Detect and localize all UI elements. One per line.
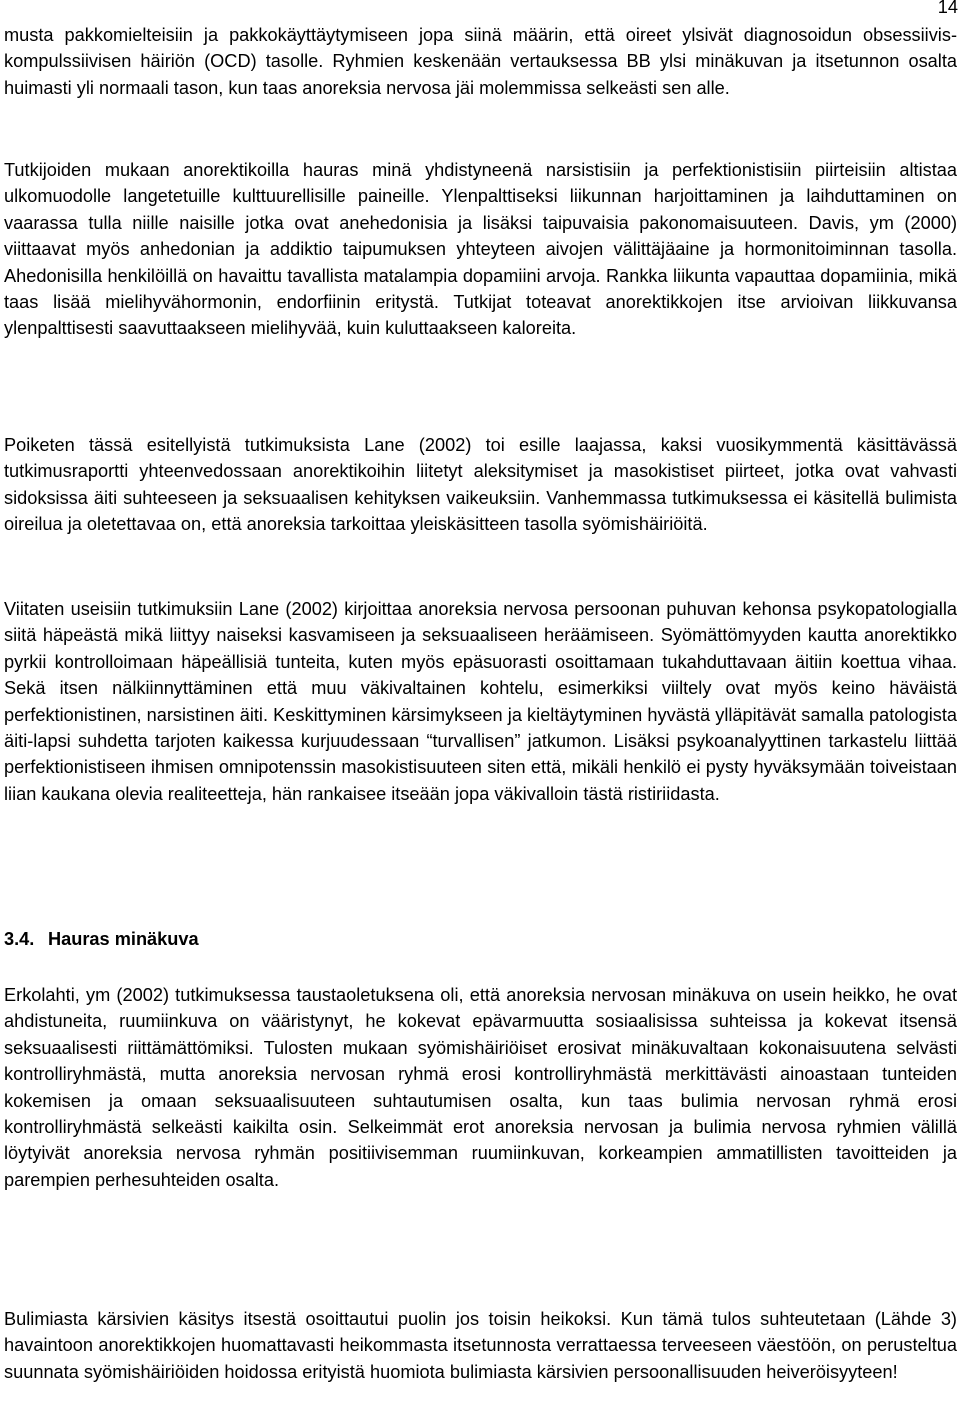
paragraph-4: Viitaten useisiin tutkimuksiin Lane (2002) kirjoittaa anoreksia nervosa persoonan puhuvan kehonsa psykopatologialla siitä häpeästä mikä liittyy naiseksi kasvamiseen ja seksuaaliseen heräämiseen. Syömättömyyden kautta anorektikko pyrkii kontrolloimaan häpeällisiä tunteita, kuten myös epäsuorasti osoittamaan tukahduttavaan äitiin koettua vihaa. Sekä itsen nälkiinnyttäminen että muu väkivaltainen kohtelu, esimerkiksi viiltely ovat myös keino häväistä perfektionistinen, narsistinen äiti. Keskittyminen kärsimykseen ja kieltäytyminen hyvästä ylläpitävät samalla patologista äiti-lapsi suhdetta tarjoten kaikessa kurjuudessaan “turvallisen” jatkumon. Lisäksi psykoanalyyttinen tarkastelu liittää perfektionistiseen ihmisen omnipotenssin masokistisuuteen siten että, mikäli henkilö ei pysty hyväksymään toiveistaan liian kaukana olevia realiteetteja, hän rankaisee itseään jopa väkivalloin tästä ristiriidasta.: [4, 599, 957, 804]
paragraph-2: Tutkijoiden mukaan anorektikoilla hauras minä yhdistyneenä narsistisiin ja perfektionistisiin piirteisiin altistaa ulkomuodolle langetetuille kulttuurellisille paineille. Ylenpalttiseksi liikunnan harjoittaminen ja laihduttaminen on vaarassa tulla niille naisille jotka ovat anehedonisia ja lisäksi taipuvaisia pakonomaisuuteen. Davis, ym (2000) viittaavat myös anhedonian ja addiktio taipumuksen yhteyteen aivojen välittäjäaine ja hormonitoiminnan tasolla. Ahedonisilla henkilöillä on havaittu tavallista matalampia dopamiini arvoja. Rankka liikunta vapauttaa dopamiinia, mikä taas lisää mielihyvähormonin, endorfiinin eritystä. Tutkijat toteavat anorektikkojen itse arvioivan liikkuvansa ylenpalttisesti saavuttaakseen mielihyvää, kuin kuluttaakseen kaloreita.: [4, 160, 957, 339]
paragraph-6: Bulimiasta kärsivien käsitys itsestä osoittautui puolin jos toisin heikoksi. Kun tämä tulos suhteutetaan (Lähde 3) havaintoon anorektikkojen huomattavasti heikommasta itsetunnosta verrattaessa terveeseen väestöön, on perusteltua suunnata syömishäiriöiden hoidossa erityistä huomiota bulimiasta kärsivien persoonallisuuden heiveröisyyteen!: [4, 1309, 957, 1382]
page-number: 14: [937, 0, 958, 17]
section-title: Hauras minäkuva: [48, 929, 199, 949]
paragraph-3: Poiketen tässä esitellyistä tutkimuksista Lane (2002) toi esille laajassa, kaksi vuosikymmentä käsittävässä tutkimusraportti yhteenvedossaan anorektikoihin liitetyt aleksitymiset ja masokistiset piirteet, jotka ovat vahvasti sidoksissa äiti suhteeseen ja seksuaalisen kehityksen vaikeuksiin. Vanhemmassa tutkimuksessa ei käsitellä bulimista oireilua ja oletettavaa on, että anoreksia tarkoittaa yleiskäsitteen tasolla syömishäiriöitä.: [4, 435, 957, 535]
paragraph-1: musta pakkomielteisiin ja pakkokäyttäytymiseen jopa siinä määrin, että oireet ylsivät diagnosoidun obsessiivis-kompulssiivisen häiriön (OCD) tasolle. Ryhmien keskenään vertauksessa BB ylsi minäkuvan ja itsetunnon osalta huimasti yli normaali tason, kun taas anoreksia nervosa jäi molemmissa selkeästi sen alle.: [4, 25, 957, 98]
paragraph-5: Erkolahti, ym (2002) tutkimuksessa taustaoletuksena oli, että anoreksia nervosan minäkuva on usein heikko, he ovat ahdistuneita, ruumiinkuva on vääristynyt, he kokevat epävarmuutta sosiaalisissa suhteissa ja kokevat itsensä seksuaalisesti riittämättömiksi. Tulosten mukaan syömishäiriöiset erosivat minäkuvaltaan kokonaisuutena selvästi kontrolliryhmästä, mutta anoreksia nervosan ryhmä erosi kontrolliryhmästä merkittävästi ainoastaan tunteiden kokemisen ja omaan seksuaalisuuteen suhtautumisen osalta, kun taas bulimia nervosan ryhmä erosi kontrolliryhmästä selkeästi kaikilta osin. Selkeimmät erot anoreksia nervosan ja bulimia nervosa ryhmien välillä löytyivät anoreksia nervosa ryhmän positiivisemman ruumiinkuvan, korkeampien ammatillisten tavoitteiden ja parempien perhesuhteiden osalta.: [4, 985, 957, 1190]
section-heading: [4, 926, 199, 952]
section-number: 3.4.: [4, 929, 35, 949]
